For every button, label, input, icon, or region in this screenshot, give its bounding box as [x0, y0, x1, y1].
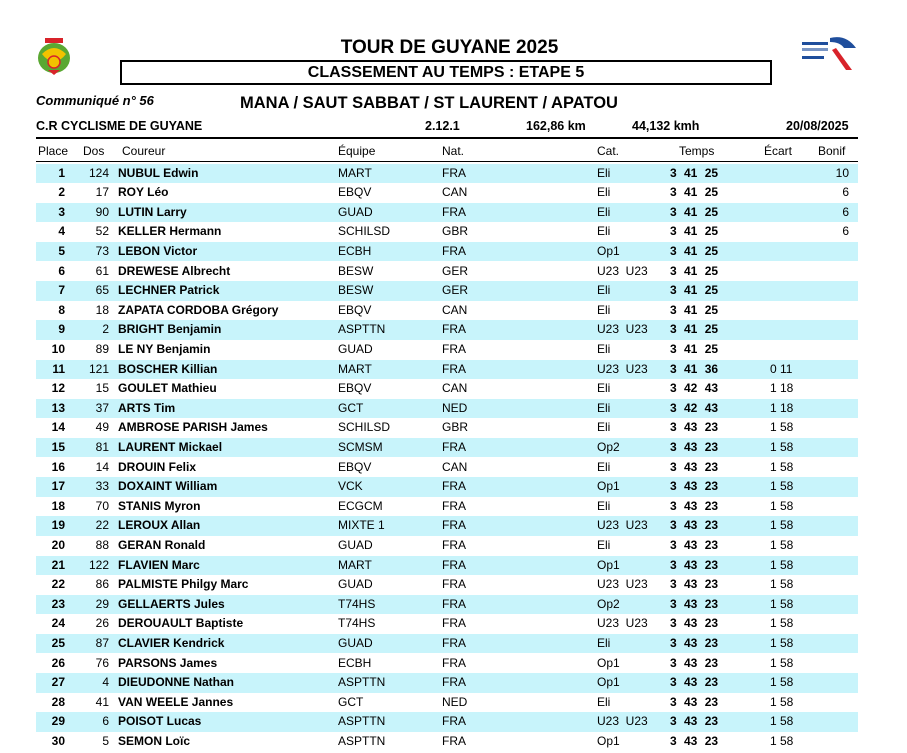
row-cat: Eli: [597, 420, 611, 435]
row-rider: DROUIN Felix: [118, 459, 197, 474]
row-team: ASPTTN: [338, 322, 386, 337]
row-nat: GER: [442, 283, 469, 298]
row-rider: PARSONS James: [118, 655, 218, 670]
row-nat: FRA: [442, 577, 466, 592]
row-dos: 65: [95, 283, 109, 298]
row-nat: FRA: [442, 243, 466, 258]
row-team: SCHILSD: [338, 420, 391, 435]
row-team: EBQV: [338, 459, 372, 474]
row-cat: Eli: [597, 204, 611, 219]
stage-route: MANA / SAUT SABBAT / ST LAURENT / APATOU: [240, 94, 618, 112]
table-row: [36, 301, 858, 321]
row-rider: GOULET Mathieu: [118, 381, 217, 396]
row-dos: 14: [95, 459, 109, 474]
row-time: 3 43 23: [670, 635, 719, 650]
row-cat: Op1: [597, 733, 620, 748]
row-time: 3 41 25: [670, 224, 719, 239]
row-cat: Eli: [597, 537, 611, 552]
row-rider: SEMON Loïc: [118, 733, 191, 748]
page-title: TOUR DE GUYANE 2025: [340, 37, 559, 58]
row-team: GCT: [338, 400, 364, 415]
row-rider: STANIS Myron: [118, 498, 201, 513]
col-header-time: Temps: [679, 144, 715, 158]
row-team: ASPTTN: [338, 733, 386, 748]
table-row: [36, 458, 858, 478]
table-row: [36, 360, 858, 380]
row-cat: Eli: [597, 635, 611, 650]
row-time: 3 41 25: [670, 243, 719, 258]
row-nat: FRA: [442, 341, 466, 356]
row-team: EBQV: [338, 302, 372, 317]
row-place: 5: [58, 243, 65, 258]
row-cat: Eli: [597, 381, 611, 396]
row-nat: FRA: [442, 361, 466, 376]
row-cat: Op2: [597, 439, 620, 454]
row-time: 3 43 23: [670, 557, 719, 572]
row-gap: 1 58: [770, 537, 794, 552]
row-time: 3 43 23: [670, 498, 719, 513]
row-place: 30: [51, 733, 65, 748]
row-rider: ARTS Tim: [118, 400, 176, 415]
row-place: 6: [58, 263, 65, 278]
row-nat: FRA: [442, 733, 466, 748]
table-row: [36, 320, 858, 340]
row-team: ASPTTN: [338, 714, 386, 729]
table-row: [36, 477, 858, 497]
row-dos: 81: [95, 439, 109, 454]
row-place: 10: [51, 341, 65, 356]
row-dos: 87: [95, 635, 109, 650]
row-cat: Op1: [597, 243, 620, 258]
row-cat: Eli: [597, 283, 611, 298]
row-time: 3 42 43: [670, 381, 719, 396]
row-time: 3 41 25: [670, 283, 719, 298]
row-cat: Eli: [597, 694, 611, 709]
row-dos: 33: [95, 479, 109, 494]
row-dos: 121: [88, 361, 109, 376]
row-team: EBQV: [338, 381, 372, 396]
row-cat: Op1: [597, 557, 620, 572]
table-row: [36, 281, 858, 301]
table-row: [36, 575, 858, 595]
row-nat: FRA: [442, 557, 466, 572]
row-rider: POISOT Lucas: [118, 714, 202, 729]
row-rider: DREWESE Albrecht: [118, 263, 231, 278]
row-place: 12: [51, 381, 65, 396]
row-team: VCK: [338, 479, 363, 494]
row-time: 3 41 25: [670, 204, 719, 219]
col-header-place: Place: [38, 144, 69, 158]
col-header-rider: Coureur: [122, 144, 166, 158]
row-cat: Eli: [597, 341, 611, 356]
col-header-team: Équipe: [338, 144, 376, 158]
row-rider: LAURENT Mickael: [118, 439, 223, 454]
row-time: 3 43 23: [670, 694, 719, 709]
row-rider: GERAN Ronald: [118, 537, 206, 552]
row-cat: U23 U23: [597, 518, 648, 533]
row-time: 3 43 23: [670, 420, 719, 435]
row-cat: Eli: [597, 165, 611, 180]
row-time: 3 43 23: [670, 518, 719, 533]
row-dos: 89: [95, 341, 109, 356]
row-cat: Eli: [597, 498, 611, 513]
row-dos: 49: [95, 420, 109, 435]
row-gap: 1 58: [770, 596, 794, 611]
row-cat: Eli: [597, 459, 611, 474]
table-row: [36, 536, 858, 556]
row-cat: U23 U23: [597, 322, 648, 337]
row-rider: AMBROSE PARISH James: [118, 420, 268, 435]
row-place: 16: [51, 459, 65, 474]
row-gap: 0 11: [770, 361, 793, 376]
table-row: [36, 673, 858, 693]
row-gap: 1 58: [770, 733, 794, 748]
row-dos: 37: [95, 400, 109, 415]
row-team: BESW: [338, 263, 374, 278]
average-speed: 44,132 kmh: [632, 119, 700, 133]
table-row: [36, 262, 858, 282]
row-rider: DEROUAULT Baptiste: [118, 616, 244, 631]
row-dos: 26: [95, 616, 109, 631]
row-nat: GBR: [442, 224, 469, 239]
row-dos: 29: [95, 596, 109, 611]
row-place: 1: [58, 165, 65, 180]
row-team: T74HS: [338, 596, 376, 611]
communique-number: Communiqué n° 56: [36, 93, 154, 108]
row-time: 3 43 23: [670, 439, 719, 454]
row-rider: LUTIN Larry: [118, 204, 187, 219]
row-cat: Eli: [597, 302, 611, 317]
row-dos: 4: [102, 675, 109, 690]
row-cat: Op2: [597, 596, 620, 611]
row-nat: CAN: [442, 381, 468, 396]
row-gap: 1 58: [770, 557, 794, 572]
row-team: EBQV: [338, 185, 372, 200]
row-time: 3 41 25: [670, 263, 719, 278]
row-nat: FRA: [442, 165, 466, 180]
row-time: 3 41 36: [670, 361, 719, 376]
row-place: 25: [51, 635, 65, 650]
row-team: ASPTTN: [338, 675, 386, 690]
row-rider: PALMISTE Philgy Marc: [118, 577, 249, 592]
row-gap: 1 58: [770, 577, 794, 592]
row-place: 26: [51, 655, 65, 670]
row-dos: 86: [95, 577, 109, 592]
row-place: 11: [52, 361, 65, 376]
row-dos: 73: [95, 243, 109, 258]
table-row: [36, 164, 858, 184]
row-rider: VAN WEELE Jannes: [118, 694, 234, 709]
row-nat: FRA: [442, 498, 466, 513]
row-time: 3 43 23: [670, 616, 719, 631]
table-row: [36, 399, 858, 419]
column-header-divider: [36, 161, 858, 162]
row-rider: BRIGHT Benjamin: [118, 322, 222, 337]
row-gap: 1 58: [770, 498, 794, 513]
row-dos: 2: [102, 322, 109, 337]
organizer-club: C.R CYCLISME DE GUYANE: [36, 119, 203, 133]
row-cat: Op1: [597, 479, 620, 494]
table-row: [36, 418, 858, 438]
row-cat: U23 U23: [597, 714, 648, 729]
row-team: MART: [338, 165, 372, 180]
row-dos: 52: [95, 224, 109, 239]
row-gap: 1 58: [770, 616, 794, 631]
row-rider: LE NY Benjamin: [118, 341, 211, 356]
row-place: 9: [58, 322, 65, 337]
row-team: GUAD: [338, 577, 373, 592]
table-row: [36, 222, 858, 242]
row-nat: FRA: [442, 635, 466, 650]
row-place: 13: [51, 400, 65, 415]
table-row: [36, 438, 858, 458]
table-row: [36, 693, 858, 713]
table-row: [36, 654, 858, 674]
row-place: 2: [58, 185, 65, 200]
row-nat: FRA: [442, 537, 466, 552]
stage-distance: 162,86 km: [526, 119, 586, 133]
col-header-cat: Cat.: [597, 144, 620, 158]
row-place: 21: [51, 557, 65, 572]
row-gap: 1 18: [770, 381, 794, 396]
table-row: [36, 516, 858, 536]
row-team: MART: [338, 557, 372, 572]
row-gap: 1 58: [770, 655, 794, 670]
row-bonus: 10: [835, 165, 849, 180]
row-time: 3 41 25: [670, 185, 719, 200]
row-team: GUAD: [338, 204, 373, 219]
row-team: GUAD: [338, 537, 373, 552]
row-team: T74HS: [338, 616, 376, 631]
row-cat: U23 U23: [597, 616, 648, 631]
row-cat: U23 U23: [597, 361, 648, 376]
row-cat: Op1: [597, 655, 620, 670]
row-place: 18: [51, 498, 65, 513]
row-rider: CLAVIER Kendrick: [118, 635, 225, 650]
row-dos: 22: [95, 518, 109, 533]
row-rider: LEBON Victor: [118, 243, 198, 258]
row-cat: Eli: [597, 400, 611, 415]
row-dos: 88: [95, 537, 109, 552]
row-time: 3 42 43: [670, 400, 719, 415]
row-place: 27: [51, 675, 65, 690]
row-time: 3 43 23: [670, 479, 719, 494]
table-row: [36, 595, 858, 615]
row-dos: 122: [88, 557, 109, 572]
row-nat: CAN: [442, 302, 468, 317]
row-rider: DIEUDONNE Nathan: [118, 675, 235, 690]
row-nat: FRA: [442, 616, 466, 631]
row-dos: 124: [88, 165, 109, 180]
row-place: 15: [51, 439, 65, 454]
row-team: ECBH: [338, 655, 372, 670]
table-row: [36, 732, 858, 752]
row-dos: 5: [102, 733, 109, 748]
col-header-gap: Écart: [764, 144, 793, 158]
row-gap: 1 58: [770, 479, 794, 494]
row-nat: FRA: [442, 675, 466, 690]
row-rider: FLAVIEN Marc: [118, 557, 200, 572]
row-rider: BOSCHER Killian: [118, 361, 218, 376]
col-header-bonus: Bonif: [818, 144, 846, 158]
row-time: 3 43 23: [670, 577, 719, 592]
row-rider: LEROUX Allan: [118, 518, 201, 533]
row-dos: 18: [95, 302, 109, 317]
col-header-nat: Nat.: [442, 144, 465, 158]
row-time: 3 43 23: [670, 459, 719, 474]
row-team: SCMSM: [338, 439, 383, 454]
row-bonus: 6: [842, 204, 849, 219]
row-place: 8: [58, 302, 65, 317]
header-divider: [36, 137, 858, 139]
row-time: 3 43 23: [670, 655, 719, 670]
table-row: [36, 497, 858, 517]
row-nat: FRA: [442, 655, 466, 670]
row-rider: NUBUL Edwin: [118, 165, 199, 180]
row-cat: Eli: [597, 185, 611, 200]
row-place: 28: [51, 694, 65, 709]
table-row: [36, 556, 858, 576]
row-nat: FRA: [442, 439, 466, 454]
stage-subtitle: CLASSEMENT AU TEMPS : ETAPE 5: [120, 60, 772, 85]
row-dos: 15: [95, 381, 109, 396]
row-rider: KELLER Hermann: [118, 224, 222, 239]
row-nat: GER: [442, 263, 469, 278]
col-header-dos: Dos: [83, 144, 105, 158]
row-gap: 1 58: [770, 420, 794, 435]
row-rider: DOXAINT William: [118, 479, 218, 494]
row-team: GUAD: [338, 341, 373, 356]
row-place: 23: [51, 596, 65, 611]
row-dos: 6: [102, 714, 109, 729]
row-place: 24: [51, 616, 65, 631]
row-team: BESW: [338, 283, 374, 298]
row-time: 3 43 23: [670, 733, 719, 748]
row-gap: 1 18: [770, 400, 794, 415]
row-team: MART: [338, 361, 372, 376]
row-rider: LECHNER Patrick: [118, 283, 220, 298]
table-row: [36, 379, 858, 399]
table-row: [36, 712, 858, 732]
row-nat: GBR: [442, 420, 469, 435]
row-time: 3 41 25: [670, 302, 719, 317]
row-gap: 1 58: [770, 635, 794, 650]
row-nat: CAN: [442, 185, 468, 200]
row-time: 3 41 25: [670, 165, 719, 180]
table-row: [36, 340, 858, 360]
row-dos: 61: [95, 263, 109, 278]
row-rider: GELLAERTS Jules: [118, 596, 225, 611]
row-nat: FRA: [442, 479, 466, 494]
row-dos: 41: [95, 694, 109, 709]
row-gap: 1 58: [770, 714, 794, 729]
row-gap: 1 58: [770, 459, 794, 474]
row-nat: FRA: [442, 322, 466, 337]
row-gap: 1 58: [770, 694, 794, 709]
row-dos: 17: [95, 185, 109, 200]
row-team: ECBH: [338, 243, 372, 258]
table-row: [36, 203, 858, 223]
row-place: 4: [58, 224, 65, 239]
row-nat: FRA: [442, 714, 466, 729]
row-team: SCHILSD: [338, 224, 391, 239]
row-dos: 90: [95, 204, 109, 219]
table-row: [36, 634, 858, 654]
row-place: 29: [51, 714, 65, 729]
row-time: 3 41 25: [670, 322, 719, 337]
row-gap: 1 58: [770, 518, 794, 533]
row-time: 3 43 23: [670, 596, 719, 611]
row-time: 3 41 25: [670, 341, 719, 356]
race-code: 2.12.1: [425, 119, 460, 133]
row-dos: 70: [95, 498, 109, 513]
row-rider: ROY Léo: [118, 185, 169, 200]
row-gap: 1 58: [770, 675, 794, 690]
row-nat: FRA: [442, 204, 466, 219]
row-time: 3 43 23: [670, 675, 719, 690]
row-nat: FRA: [442, 518, 466, 533]
row-place: 19: [51, 518, 65, 533]
row-place: 3: [58, 204, 65, 219]
row-dos: 76: [95, 655, 109, 670]
row-nat: NED: [442, 694, 468, 709]
row-bonus: 6: [842, 224, 849, 239]
row-place: 17: [51, 479, 65, 494]
row-team: MIXTE 1: [338, 518, 385, 533]
row-nat: NED: [442, 400, 468, 415]
row-time: 3 43 23: [670, 714, 719, 729]
row-nat: CAN: [442, 459, 468, 474]
row-place: 7: [58, 283, 65, 298]
row-team: ECGCM: [338, 498, 383, 513]
row-cat: U23 U23: [597, 577, 648, 592]
row-gap: 1 58: [770, 439, 794, 454]
row-team: GCT: [338, 694, 364, 709]
row-cat: U23 U23: [597, 263, 648, 278]
row-rider: ZAPATA CORDOBA Grégory: [118, 302, 279, 317]
row-cat: Eli: [597, 224, 611, 239]
row-time: 3 43 23: [670, 537, 719, 552]
row-bonus: 6: [842, 185, 849, 200]
race-date: 20/08/2025: [786, 119, 849, 133]
table-row: [36, 183, 858, 203]
row-place: 20: [51, 537, 65, 552]
row-place: 22: [51, 577, 65, 592]
table-row: [36, 614, 858, 634]
row-team: GUAD: [338, 635, 373, 650]
row-nat: FRA: [442, 596, 466, 611]
row-cat: Op1: [597, 675, 620, 690]
row-place: 14: [51, 420, 65, 435]
table-row: [36, 242, 858, 262]
